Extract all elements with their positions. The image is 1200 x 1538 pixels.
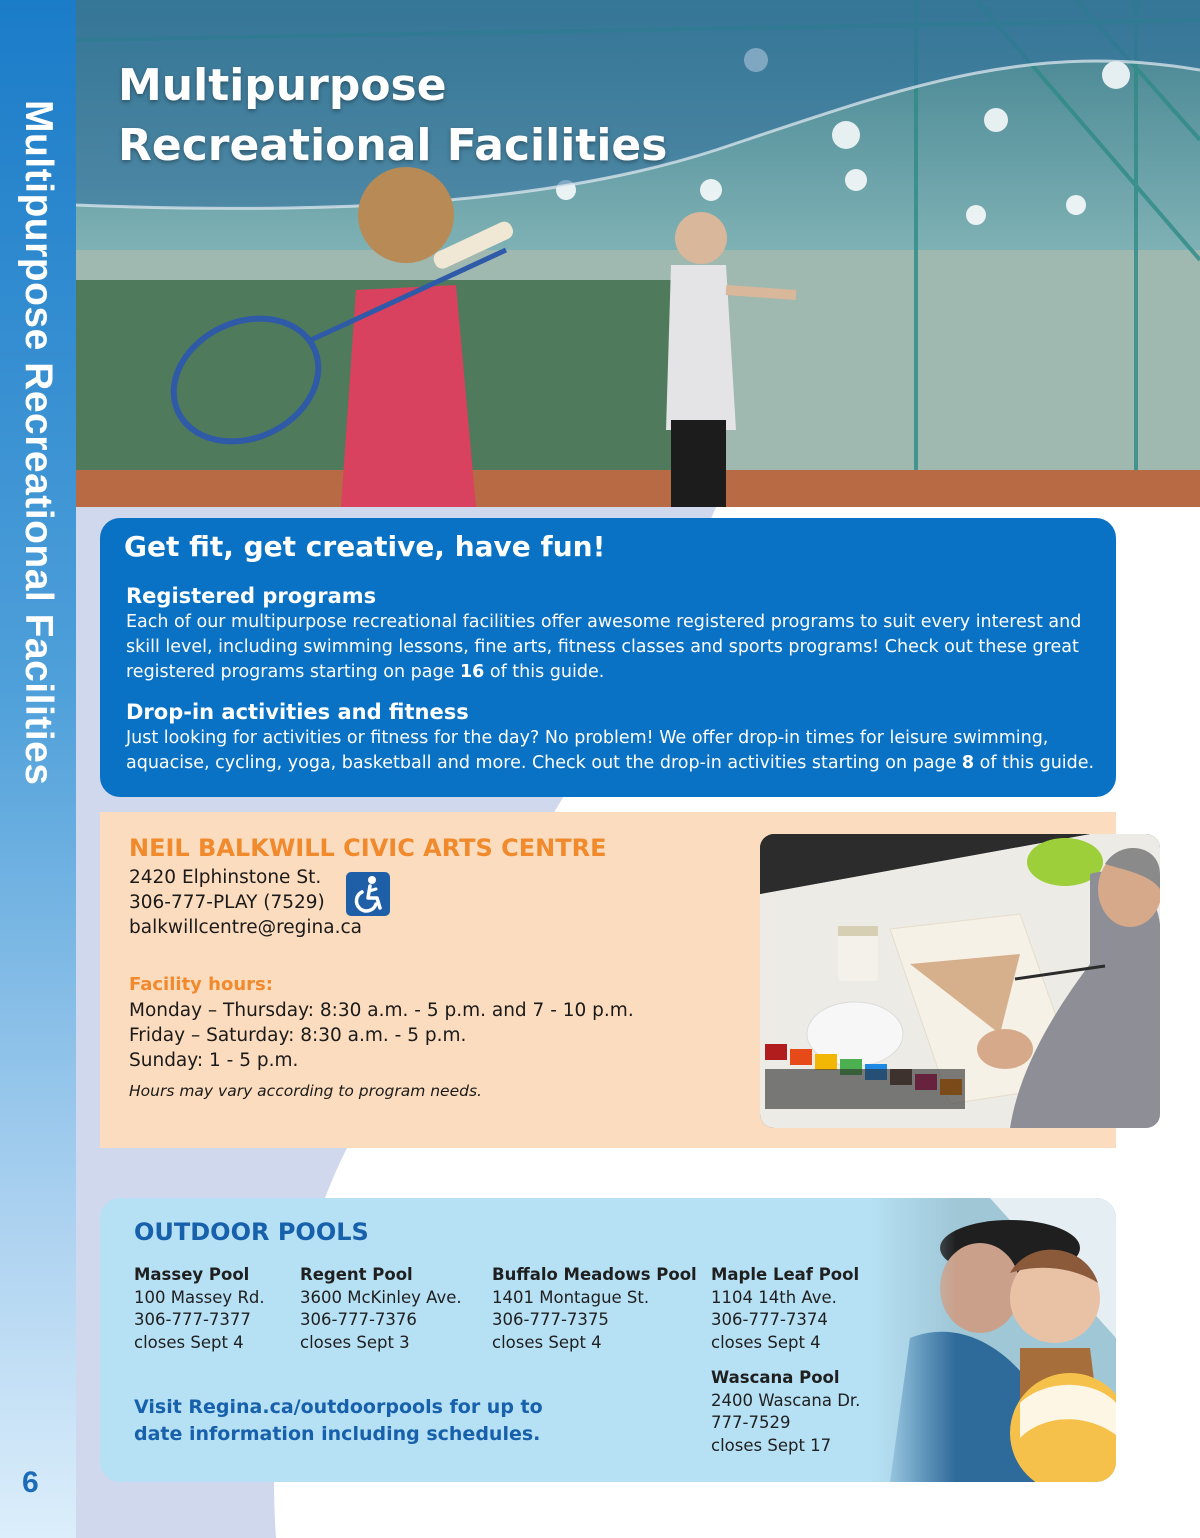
dropin-text-end: of this guide. [974, 753, 1095, 773]
pool-closing: closes Sept 17 [711, 1435, 832, 1455]
pool-address: 1104 14th Ave. [711, 1287, 837, 1307]
sidebar [0, 0, 76, 1538]
pool-item-regent [300, 1264, 462, 1354]
pool-phone: 306-777-7376 [300, 1310, 417, 1329]
pool-name: Massey Pool [134, 1265, 250, 1284]
pool-phone: 306-777-7374 [711, 1310, 828, 1329]
intro-box [100, 518, 1116, 797]
registered-programs-text [126, 610, 1086, 685]
pool-item-massey [134, 1264, 265, 1354]
pool-address: 100 Massey Rd. [134, 1287, 265, 1307]
pool-name: Buffalo Meadows Pool [492, 1265, 697, 1284]
pool-name: Maple Leaf Pool [711, 1265, 860, 1284]
hero-photo [76, 0, 1200, 507]
pool-item-wascana [711, 1367, 860, 1457]
dropin-text [126, 726, 1106, 776]
hours-list [129, 998, 634, 1073]
hours-row: Monday – Thursday: 8:30 a.m. - 5 p.m. and 7 - 10 p.m. [129, 1000, 634, 1021]
hours-row: Friday – Saturday: 8:30 a.m. - 5 p.m. [129, 1025, 467, 1046]
wheelchair-accessible-icon [346, 872, 390, 916]
outdoor-pools-link[interactable]: Visit Regina.ca/outdoorpools for up to date information including schedules. [134, 1396, 543, 1445]
arts-centre-email[interactable]: balkwillcentre@regina.ca [129, 917, 363, 938]
sidebar-title: Multipurpose Recreational Facilities [17, 100, 60, 786]
hours-row: Sunday: 1 - 5 p.m. [129, 1050, 299, 1071]
pool-phone: 777-7529 [711, 1413, 791, 1432]
pool-closing: closes Sept 3 [300, 1332, 410, 1352]
registered-page-ref: 16 [459, 662, 485, 682]
pool-photo [870, 1198, 1116, 1482]
pool-address: 2400 Wascana Dr. [711, 1390, 861, 1410]
registered-programs-section [126, 582, 1086, 685]
pool-phone: 306-777-7375 [492, 1310, 609, 1329]
intro-heading: Get fit, get creative, have fun! [124, 530, 606, 563]
hero-title: Multipurpose Recreational Facilities [118, 60, 668, 171]
pool-phone: 306-777-7377 [134, 1310, 251, 1329]
dropin-text-body: Just looking for activities or fitness for the day? No problem! We offer drop-in times for leisure swimming, aquacise, cycling, yoga, basketball and more. Check out the drop-in activities starting on page [126, 728, 1049, 773]
outdoor-pools-box [100, 1198, 1116, 1482]
arts-centre-address: 2420 Elphinstone St. [129, 867, 322, 888]
pool-address: 1401 Montague St. [492, 1287, 650, 1307]
registered-text: Each of our multipurpose recreational facilities offer awesome registered programs to suit every interest and skill level, including swimming lessons, fine arts, fitness classes and sports programs! Check out these great registered programs starting on page [126, 612, 1082, 682]
pool-name: Regent Pool [300, 1265, 413, 1284]
arts-centre-contact [129, 865, 362, 940]
registered-programs-title: Registered programs [126, 584, 377, 608]
dropin-section [126, 698, 1106, 776]
painting-photo [760, 834, 1160, 1128]
registered-text-end: of this guide. [484, 662, 605, 682]
hours-label: Facility hours: [129, 974, 273, 995]
pool-item-maple-leaf [711, 1264, 859, 1354]
pool-name: Wascana Pool [711, 1368, 840, 1387]
pool-closing: closes Sept 4 [711, 1332, 821, 1352]
dropin-title: Drop-in activities and fitness [126, 700, 469, 724]
arts-centre-name: NEIL BALKWILL CIVIC ARTS CENTRE [129, 834, 607, 862]
dropin-page-ref: 8 [961, 753, 975, 773]
pool-closing: closes Sept 4 [134, 1332, 244, 1352]
page-number: 6 [22, 1466, 39, 1499]
pool-closing: closes Sept 4 [492, 1332, 602, 1352]
arts-centre-phone: 306-777-PLAY (7529) [129, 892, 325, 913]
pool-item-buffalo-meadows [492, 1264, 697, 1354]
pool-address: 3600 McKinley Ave. [300, 1287, 462, 1307]
hours-note: Hours may vary according to program needs. [129, 1082, 482, 1100]
outdoor-pools-heading: OUTDOOR POOLS [134, 1218, 369, 1246]
